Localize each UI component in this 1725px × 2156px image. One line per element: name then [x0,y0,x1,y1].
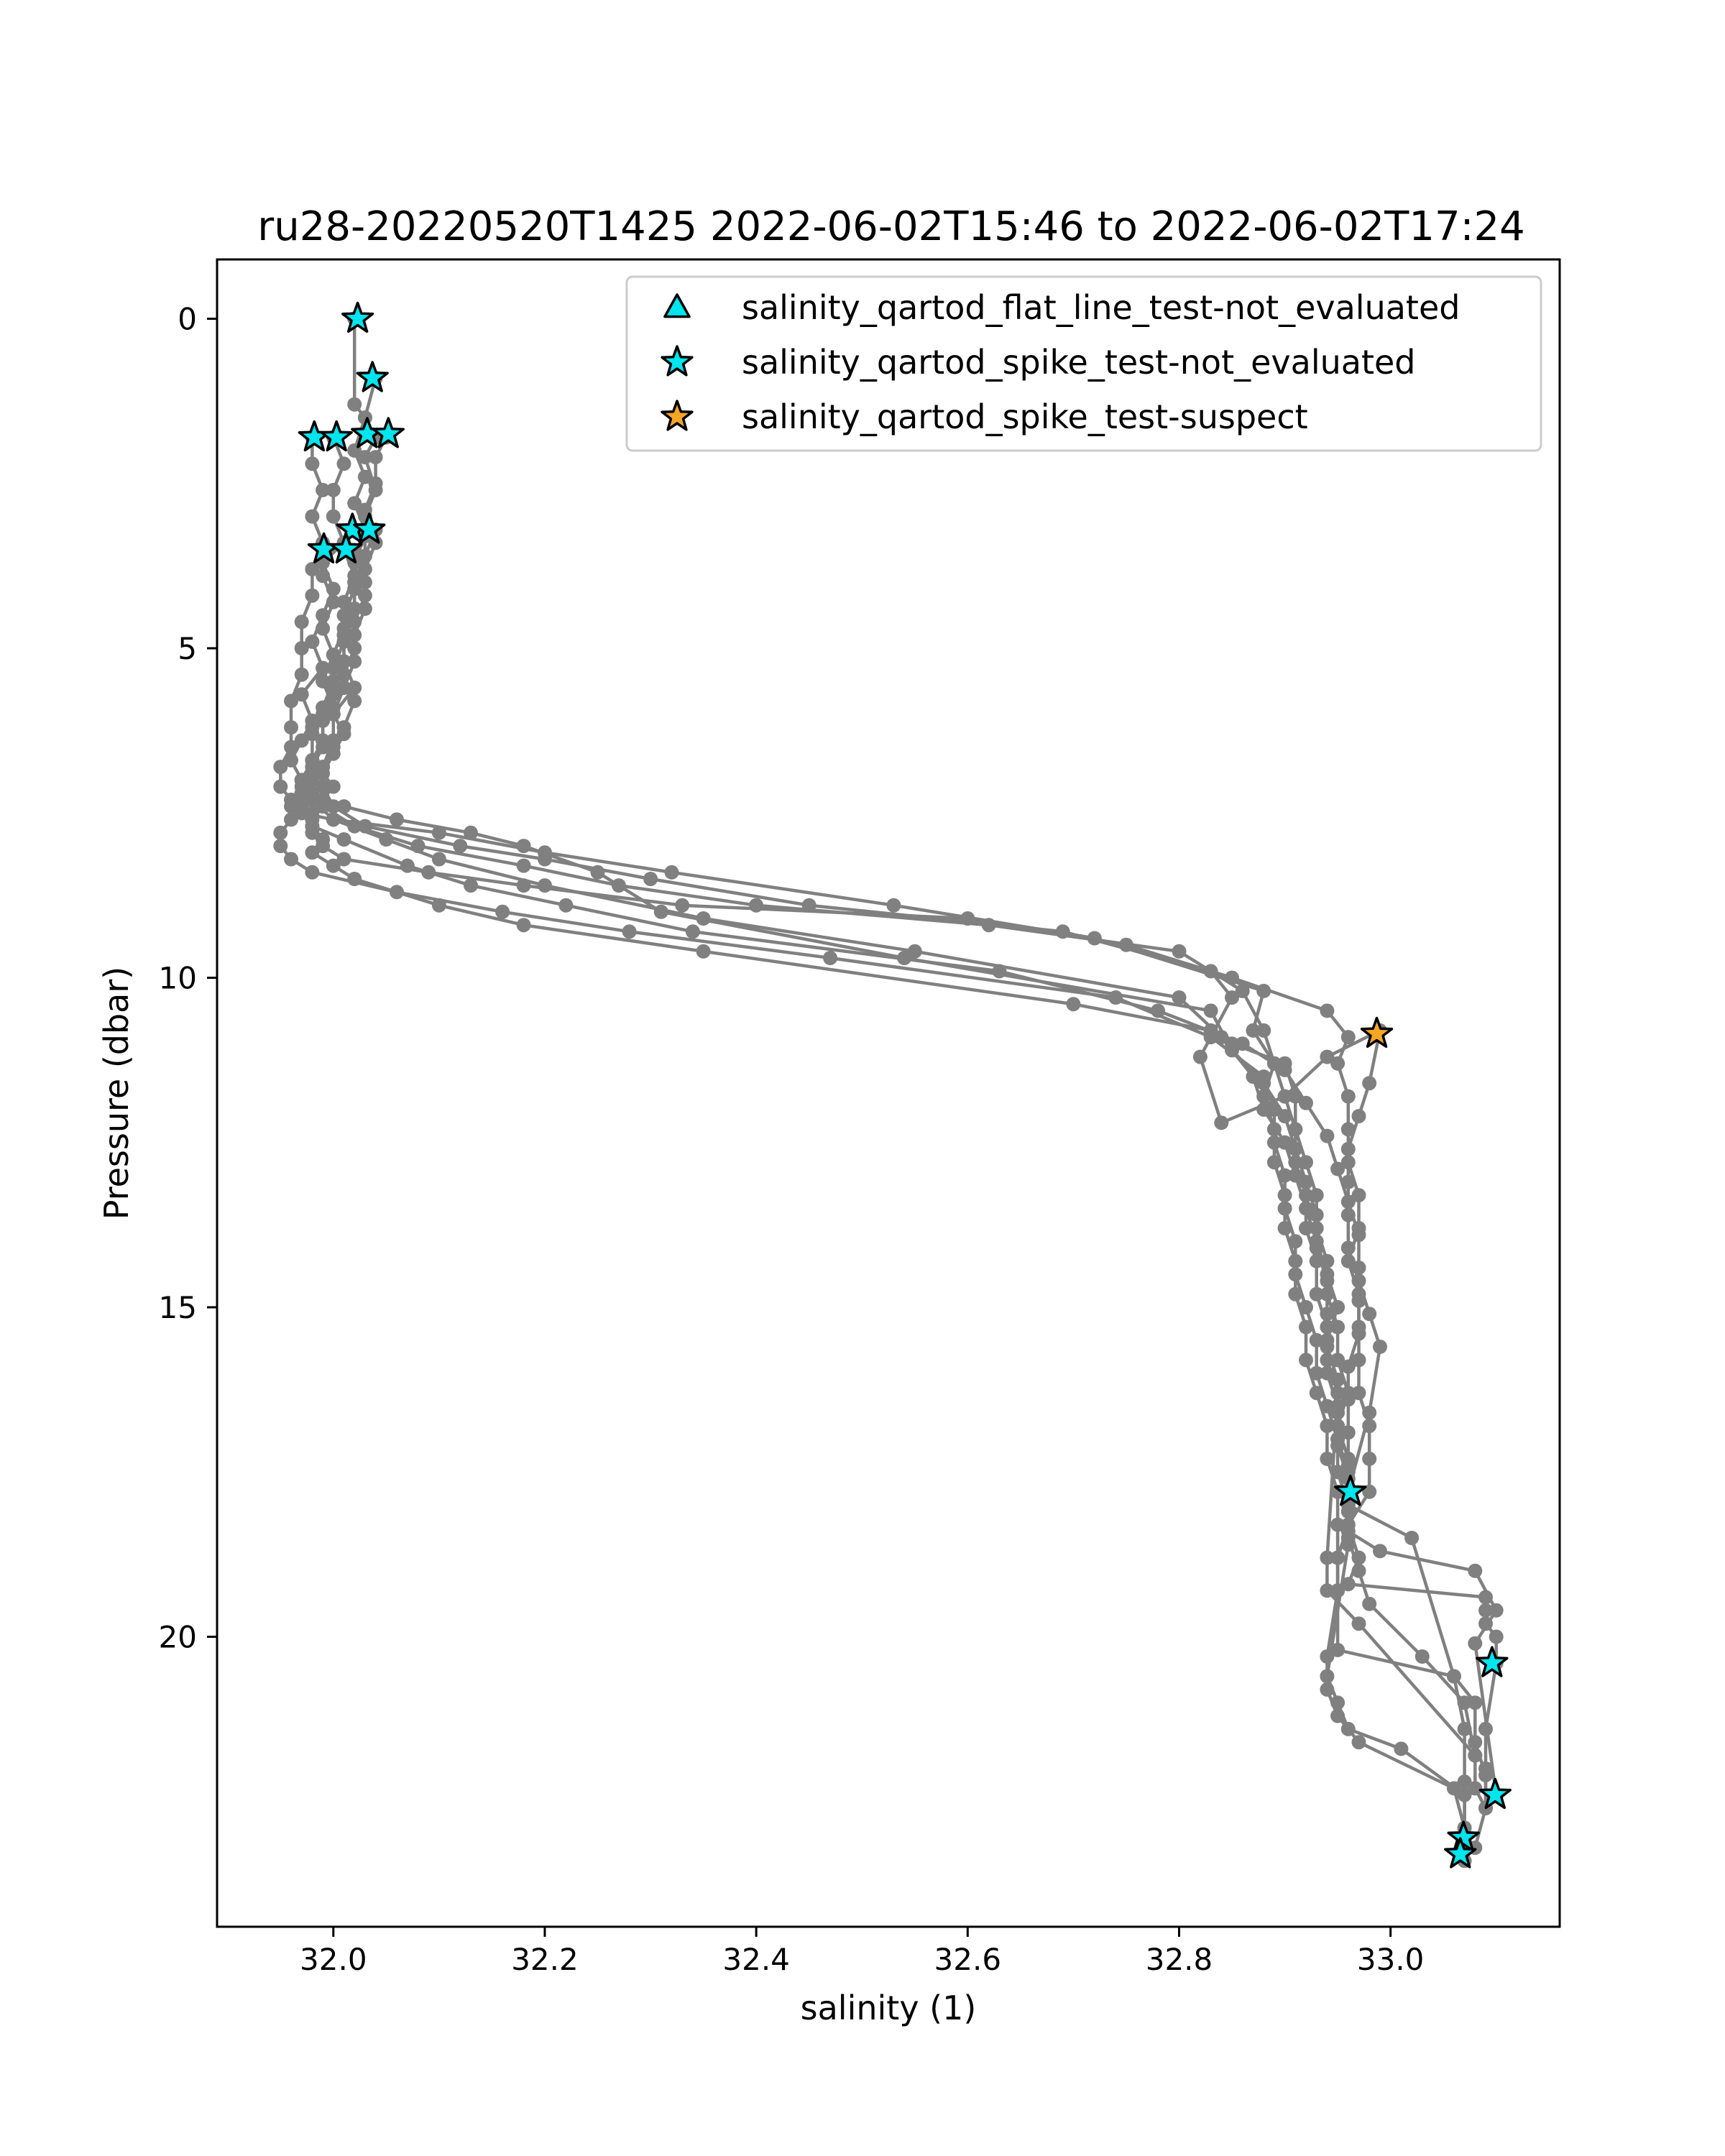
data-point [347,628,362,642]
data-point [316,839,330,853]
data-point [1341,1722,1356,1736]
data-point [538,878,552,893]
legend-item [662,397,1308,436]
data-point [1320,1050,1334,1064]
data-point [1341,1241,1356,1256]
data-point [305,456,319,471]
data-point [273,839,288,853]
data-point [1172,990,1187,1005]
data-point [400,859,415,873]
data-point [358,602,372,616]
data-point [1299,1096,1313,1110]
data-point [1299,1353,1313,1367]
data-point [1352,1564,1366,1578]
data-point [1362,1406,1376,1420]
data-point [295,687,309,701]
y-axis-label: Pressure (dbar) [97,966,136,1220]
data-point [1310,1254,1324,1268]
data-point [1288,1267,1302,1281]
data-point [1320,1003,1334,1018]
x-tick-label: 32.0 [300,1942,367,1977]
data-point [1299,1188,1313,1202]
x-tick-label: 33.0 [1356,1942,1425,1977]
data-point [675,898,689,913]
y-tick-label: 10 [158,960,197,996]
data-point [1352,1273,1366,1288]
data-point [305,865,319,880]
y-tick-label: 15 [158,1290,197,1326]
data-point [1458,1722,1472,1736]
data-point [337,832,351,847]
data-point [1256,1023,1271,1038]
data-point [390,812,404,826]
data-point [1362,1307,1376,1321]
data-point [464,878,478,893]
data-point [305,589,319,603]
data-point [1489,1603,1504,1618]
data-point [696,944,711,959]
data-point [1278,1135,1292,1150]
data-point [1478,1768,1493,1782]
legend-label: salinity_qartod_flat_line_test-not_evaluated [742,288,1460,327]
data-point [1468,1636,1482,1651]
data-point [1267,1056,1282,1071]
data-point [273,780,288,794]
data-point [622,924,637,939]
chart-title: ru28-20220520T1425 2022-06-02T15:46 to 2022-06-02T17:24 [257,203,1525,250]
data-point [316,568,330,583]
data-point [749,898,763,913]
x-tick-label: 32.8 [1145,1942,1213,1977]
data-point [1330,1162,1345,1176]
data-point [665,865,679,880]
data-point [538,852,552,867]
data-point [453,839,467,853]
data-point [1341,1531,1356,1545]
data-point [1246,1069,1260,1084]
data-point [517,918,531,932]
data-point [284,812,298,826]
data-point [1341,1208,1356,1222]
data-point [1310,1287,1324,1302]
data-point [1330,1695,1345,1710]
data-point [802,898,816,913]
data-point [1214,1030,1228,1044]
data-point [347,694,362,708]
data-point [1278,1202,1292,1216]
legend-label: salinity_qartod_spike_test-suspect [742,397,1308,436]
data-point [1056,924,1070,939]
data-point [1341,1360,1356,1374]
data-point [1468,1564,1482,1578]
data-point [1352,1735,1366,1749]
data-point [464,826,478,840]
legend [627,277,1541,451]
x-axis-label: salinity (1) [800,1989,977,2027]
data-point [390,885,404,899]
data-point [326,483,341,497]
data-point [1394,1741,1408,1756]
data-point [295,780,309,794]
data-point [347,397,362,412]
data-point [1373,1340,1387,1354]
data-point [1320,1267,1334,1281]
data-point [295,668,309,682]
data-point [1352,1227,1366,1242]
data-point [1288,1234,1302,1248]
data-point [1066,997,1080,1011]
data-point [1330,1386,1345,1400]
data-point [1278,1089,1292,1104]
data-point [284,753,298,768]
data-point [305,510,319,524]
data-point [358,819,372,834]
data-point [326,733,341,747]
y-tick-label: 20 [158,1619,197,1655]
data-point [1362,1597,1376,1611]
data-point [358,575,372,589]
data-point [1236,1036,1250,1051]
data-point [1341,1175,1356,1189]
data-point [1330,1432,1345,1446]
y-tick-label: 0 [178,301,197,337]
data-point [643,872,658,886]
data-point [517,839,531,853]
data-point [305,819,319,834]
data-point [558,898,573,913]
data-point [612,878,626,893]
data-point [1108,990,1123,1005]
data-point [1341,1142,1356,1156]
data-point [1352,1109,1366,1123]
data-point [1193,1050,1208,1064]
data-point [358,549,372,563]
data-point [316,760,330,774]
data-point [1214,1115,1228,1130]
x-tick-label: 32.6 [934,1942,1002,1977]
data-point [1415,1649,1430,1664]
data-point [696,911,711,926]
data-point [1320,1583,1334,1598]
data-point [273,826,288,840]
data-point [1352,1327,1366,1341]
data-point [347,654,362,668]
data-point [1299,1221,1313,1235]
data-point [1172,944,1187,959]
data-point [369,476,383,491]
data-point [1489,1630,1504,1644]
data-point [1320,1551,1334,1565]
y-tick-label: 5 [178,631,197,667]
legend-item [665,288,1460,327]
data-point [1362,1452,1376,1466]
data-point [284,720,298,734]
data-point [316,622,330,636]
data-point [337,852,351,867]
data-point [1320,1353,1334,1367]
data-point [326,799,341,814]
data-point [337,681,351,695]
data-point [1225,990,1239,1005]
x-tick-label: 32.2 [511,1942,579,1977]
data-point [517,859,531,873]
data-point [1373,1544,1387,1558]
data-point [411,839,426,853]
data-point [1204,1003,1218,1018]
data-point [295,614,309,629]
x-tick-label: 32.4 [722,1942,790,1977]
data-point [1447,1669,1461,1684]
data-point [823,951,837,965]
data-point [1341,1089,1356,1104]
data-point [337,456,351,471]
data-point [886,898,901,913]
data-point [1468,1749,1482,1763]
data-point [1320,1320,1334,1335]
data-point [1288,1155,1302,1169]
data-point [284,799,298,814]
data-point [1320,1669,1334,1684]
data-point [908,944,922,959]
data-point [495,905,510,919]
data-point [326,510,341,524]
legend-label: salinity_qartod_spike_test-not_evaluated [742,343,1416,382]
data-point [369,450,383,464]
data-point [337,720,351,734]
data-point [326,707,341,722]
data-point [1330,1300,1345,1314]
data-point [1320,1129,1334,1143]
data-point [1468,1781,1482,1795]
data-point [1352,1616,1366,1631]
data-point [305,635,319,649]
data-point [1204,964,1218,978]
data-point [432,852,446,867]
data-point [1288,1122,1302,1136]
data-point [1404,1531,1419,1545]
data-point [1256,984,1271,998]
data-point [284,852,298,867]
data-point [1299,1300,1313,1314]
data-point [316,780,330,794]
legend-item [662,343,1415,382]
data-point [686,924,700,939]
data-point [1362,1076,1376,1090]
